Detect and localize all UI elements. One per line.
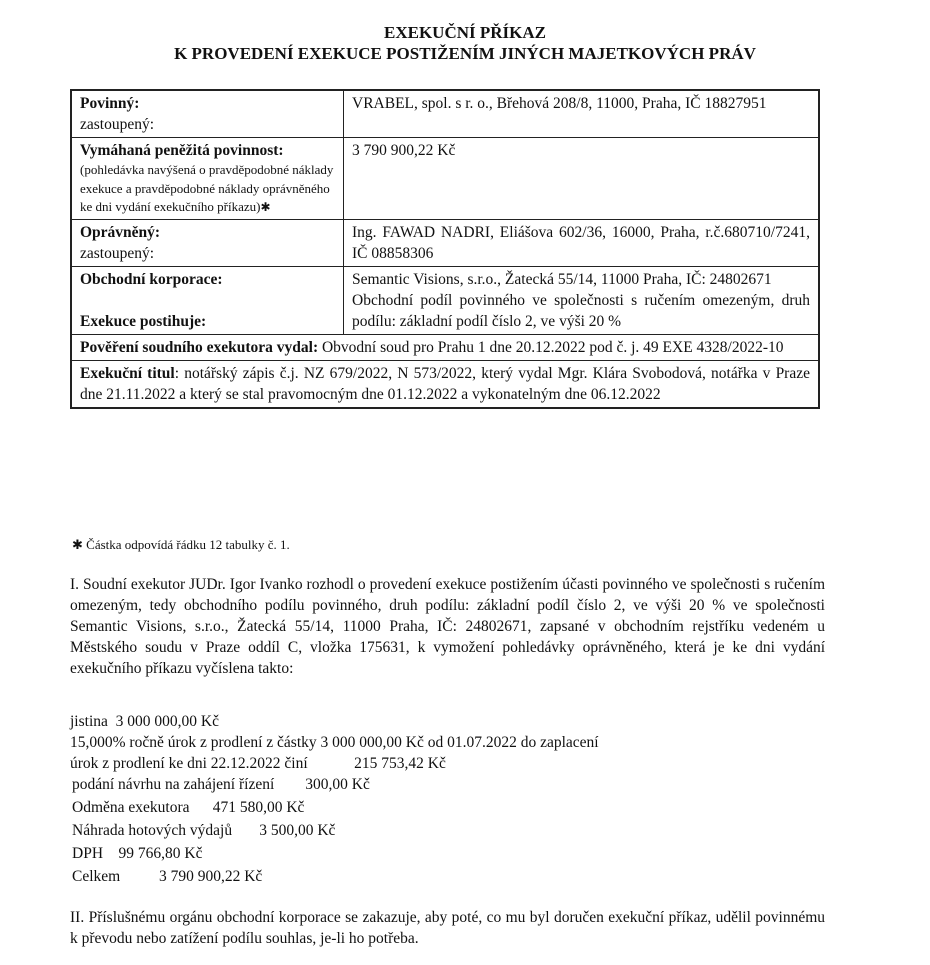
povinny-zastoupeny-label: zastoupený:: [80, 116, 155, 133]
line-dph: DPH 99 766,80 Kč: [72, 845, 203, 862]
postihuje-label: Exekuce postihuje:: [80, 312, 207, 330]
korporace-label-cell: [72, 267, 344, 334]
korporace-value-cell: [344, 267, 818, 334]
line-jistina: jistina 3 000 000,00 Kč: [70, 713, 219, 730]
povereni-value: Obvodní soud pro Prahu 1 dne 20.12.2022 pod č. j. 49 EXE 4328/2022-10: [321, 338, 784, 356]
paragraph-2: II. Příslušnému orgánu obchodní korporace se zakazuje, aby poté, co mu byl doručen exekuční příkaz, udělil povinnému k převodu nebo zatížení podílu souhlas, je-li ho potřeba.: [70, 909, 825, 947]
vymahana-value: 3 790 900,22 Kč: [352, 142, 456, 159]
povinny-label-cell: [72, 91, 344, 137]
paragraph-1: I. Soudní exekutor JUDr. Igor Ivanko rozhodl o provedení exekuce postižením účasti povinného ve společnosti s ručením omezeným, tedy obchodního podílu povinného, druh podílu: základní podíl číslo 2, ve výši 20 % ve společnosti Semantic Visions, s.r.o., Žatecká 55/14, 11000 Praha, IČ: 24802671, zapsané v obchodním rejstříku vedeném u Městského soudu v Praze oddíl C, vložka 175631, k vymožení pohledávky oprávněného, která je ke dni vydání exekučního příkazu vyčíslena takto:: [70, 576, 825, 677]
line-podani: podání návrhu na zahájení řízení 300,00 Kč: [72, 776, 370, 793]
povinny-label: Povinný:: [80, 95, 140, 112]
vymahana-label: Vymáhaná peněžitá povinnost:: [80, 142, 284, 159]
asterisk-icon: ✱: [260, 200, 271, 214]
povereni-cell: [72, 335, 818, 360]
vymahana-note-text: (pohledávka navýšená o pravděpodobné náklady exekuce a pravděpodobné náklady oprávněného ke dni vydání exekučního příkazu): [80, 162, 334, 214]
line-urok-rate: 15,000% ročně úrok z prodlení z částky 3 000 000,00 Kč od 01.07.2022 do zaplacení: [70, 734, 599, 751]
table-row-korporace: [72, 267, 818, 335]
table-row-povereni: [72, 335, 818, 361]
document-subtitle: K PROVEDENÍ EXEKUCE POSTIŽENÍM JINÝCH MAJETKOVÝCH PRÁV: [174, 44, 756, 63]
titul-value: : notářský zápis č.j. NZ 679/2022, N 573/2022, který vydal Mgr. Klára Svobodová, notářka v Praze dne 21.11.2022 a který se stal pravomocným dne 01.12.2022 a vykonatelným dne 06.12.2022: [80, 364, 810, 403]
line-odmena: Odměna exekutora 471 580,00 Kč: [72, 799, 305, 816]
line-urok-total: úrok z prodlení ke dni 22.12.2022 činí 215 753,42 Kč: [70, 755, 446, 772]
footnote: [72, 536, 290, 554]
vymahana-note: [80, 161, 335, 217]
footnote-text: Částka odpovídá řádku 12 tabulky č. 1.: [82, 537, 290, 552]
line-celkem: Celkem 3 790 900,22 Kč: [72, 868, 263, 885]
korporace-label: Obchodní korporace:: [80, 270, 223, 288]
titul-cell: [72, 361, 818, 407]
korporace-value: Semantic Visions, s.r.o., Žatecká 55/14, 11000 Praha, IČ: 24802671: [352, 270, 772, 288]
postihuje-value: Obchodní podíl povinného ve společnosti s ručením omezeným, druh podílu: základní podíl číslo 2, ve výši 20 %: [352, 291, 810, 330]
line-nahrada: Náhrada hotových výdajů 3 500,00 Kč: [72, 822, 336, 839]
table-row-povinny: [72, 91, 818, 138]
table-row-titul: [72, 361, 818, 407]
opravneny-value: Ing. FAWAD NADRI, Eliášova 602/36, 16000, Praha, r.č.680710/7241, IČ 08858306: [352, 223, 810, 262]
table-row-opravneny: [72, 220, 818, 267]
povinny-value: VRABEL, spol. s r. o., Břehová 208/8, 11000, Praha, IČ 18827951: [352, 95, 767, 112]
case-info-table: [70, 89, 820, 409]
povereni-label: Pověření soudního exekutora vydal:: [80, 338, 319, 356]
opravneny-zastoupeny-label: zastoupený:: [80, 244, 155, 262]
table-row-vymahana: [72, 138, 818, 220]
opravneny-label-cell: [72, 220, 344, 266]
opravneny-label: Oprávněný:: [80, 223, 161, 241]
document-title: EXEKUČNÍ PŘÍKAZ: [384, 23, 546, 42]
vymahana-label-cell: [72, 138, 344, 219]
titul-label: Exekuční titul: [80, 364, 175, 382]
footnote-asterisk-icon: ✱: [72, 537, 83, 552]
